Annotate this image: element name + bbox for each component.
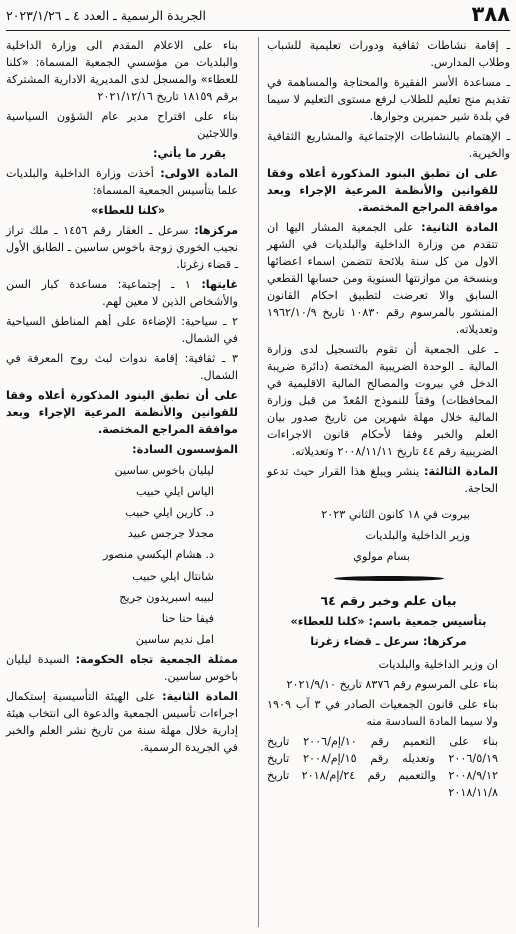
article-text: على الجمعية المشار اليها ان تتقدم من وزارة الداخلية والبلديات في الشهر الاول من كل سنة بلائحة تتضمن اسماء اعضائها وبنسخة من موازنتها السنوية ومن حسابها القطعي السابق والا تعرضت لتطبيق احكام القانون المنشور بالمرسوم رقم ١٠٨٣٠ تاريخ ١٩٦٢/١٠/٩ وتعديلاته. [267,221,498,337]
based-on-item: بناء على التعميم رقم ١٠/إم/٢٠٠٦ تاريخ ٢٠٠٦/٥/١٩ وتعديله رقم ١٥/إم/٢٠٠٨ تاريخ ٢٠٠٨/٩/١٢ والتعميم رقم ٢٤/إم/٢٠١٨ تاريخ ٢٠١٨/١١/٨ [267,734,498,799]
signature-block [267,505,510,567]
goal-item [6,276,250,310]
article-3 [267,463,510,497]
gazette-title: الجريدة الرسمية ـ العدد ٤ ـ ٢٠٢٣/١/٢٦ [6,7,206,23]
page-number: ٣٨٨ [471,2,510,27]
founder-name: امل نديم ساسين [135,632,214,646]
notice-title: بيان علم وخبر رقم ٦٤ [320,592,457,608]
notice-location: مركزها: سرعل ـ قضاء زغرتا [310,634,467,648]
headquarters [6,222,250,273]
association-name: «كلنا للعطاء» [90,204,166,218]
article-label: المادة الثالثة: [424,465,498,479]
based-on-item: بناء على الاعلام المقدم الى وزارة الداخلية والبلديات من مؤسسي الجمعية المسماة: «كلنا للعطاء» والمسجل لدى المديرية الادارية المشتركة برقم ١٨١٥٩ تاريخ ٢٠٢١/١٢/١٦ [6,39,238,104]
apply-clause: على أن تطبق البنود المذكورة أعلاه وفقا للقوانين والأنظمة المرعية الإجراء وبعد موافقة المراجع المختصة. [6,389,238,437]
hq-text: سرعل ـ العقار رقم ١٤٥٦ ـ ملك تراز نجيب الخوري زوجة باخوس ساسين ـ الطابق الأول ـ قضاء زغرتا. [6,224,238,272]
founder-name: د. هشام اليكسي منصور [102,548,214,562]
intro-line: ان وزير الداخلية والبلديات [378,657,498,671]
goal-item: ٣ ـ ثقافية: إقامة ندوات لبث روح المعرفة في الشمال. [6,352,238,383]
article-2 [6,688,250,756]
founders-list [6,461,250,648]
goal-text: ١ ـ إجتماعية: مساعدة كبار السن والأشخاص الذين لا معين لهم. [6,278,238,309]
hq-label: مركزها: [194,224,239,238]
page-header [6,0,510,31]
founder-name: ليليان باخوس ساسين [114,464,214,478]
founder-name: الياس ايلي حبيب [136,485,214,499]
notice-subtitle: بتأسيس جمعية باسم: «كلنا للعطاء» [290,614,487,628]
columns [6,37,510,927]
right-column [258,37,510,927]
signature-name: بسام مولوي [353,549,410,563]
signature-date: بيروت في ١٨ كانون الثاني ٢٠٢٣ [321,508,470,522]
article-label: المادة الثانية: [421,221,499,235]
goal-item: ـ مساعدة الأسر الفقيرة والمحتاجة والمساهمة في تقديم منح تعليم للطلاب لرفع مستوى التعليم لا سيما في بلدة شير حميرين وجوارها. [267,76,510,124]
founder-name: فيفا حنا حنا [161,611,214,625]
article-label: المادة الاولى: [160,167,239,181]
article-2 [267,219,510,338]
article-text: أخذت وزارة الداخلية والبلديات علما بتأسيس الجمعية المسماة: [6,167,238,198]
left-column [6,37,258,927]
tax-registration-clause: ـ على الجمعية أن تقوم بالتسجيل لدى وزارة المالية ـ الوحدة الضريبية المختصة (دائرة ضريبة الدخل في بيروت والمصالح المالية الاقليمية في المحافظات) وفقاً للنموذج المُعدّ من قبل وزارة المالية خلال مهلة شهرين من تاريخ صدور بيان العلم والخبر وفقا لأحكام قانون الاجراءات الضريبية رقم ٤٤ تاريخ ٢٠٠٨/١١/١١ وتعديلاته. [267,343,498,459]
goals-label: غايتها: [201,278,238,292]
based-on-item: بناء على المرسوم رقم ٨٣٧٦ تاريخ ٢٠٢١/٩/١٠ [286,677,498,691]
article-text: على الهيئة التأسيسية إستكمال اجراءات تأسيس الجمعية والدعوة الى انتخاب هيئة إدارية خلال مهلة سنة من تاريخ نشر العلم والخبر في الجريدة الرسمية. [6,689,238,754]
signature-role: وزير الداخلية والبلديات [365,529,470,543]
article-1 [6,165,250,199]
article-text: ينشر ويبلغ هذا القرار حيث تدعو الحاجة. [267,465,498,496]
founders-label: المؤسسون السادة: [132,443,238,457]
founder-name: شانتال ايلي حبيب [132,569,214,583]
goal-item: ـ إقامة نشاطات ثقافية ودورات تعليمية للشباب وطلاب المدارس. [267,39,510,70]
founder-name: د. كارين ايلي حبيب [125,506,214,520]
decides-line: يقرر ما يأتي: [153,147,226,161]
based-on-item: بناء على قانون الجمعيات الصادر في ٣ آب ١٩٠٩ ولا سيما المادة السادسة منه [267,697,498,728]
goal-item: ٢ ـ سياحية: الإضاءة على أهم المناطق السياحية في الشمال. [6,315,238,346]
founder-name: لبيبه اسبريدون جريج [119,590,214,604]
section-divider [267,576,510,581]
based-on-item: بناء على اقتراح مدير عام الشؤون السياسية واللاجئين [6,110,238,141]
rep-text: السيدة ليليان باخوس ساسين. [6,652,238,683]
apply-clause: على ان تطبق البنود المذكورة أعلاه وفقا للقوانين والأنظمة المرعية الإجراء وبعد موافقة المراجع المختصة. [267,167,498,215]
founder-name: مجدلا جرجس عبيد [127,527,214,541]
rep-label: ممثلة الجمعية تجاه الحكومة: [75,652,238,666]
goal-item: ـ الإهتمام بالنشاطات الإجتماعية والمشاريع الثقافية والخيرية. [267,130,510,161]
government-representative [6,651,250,685]
article-label: المادة الثانية: [162,689,238,703]
